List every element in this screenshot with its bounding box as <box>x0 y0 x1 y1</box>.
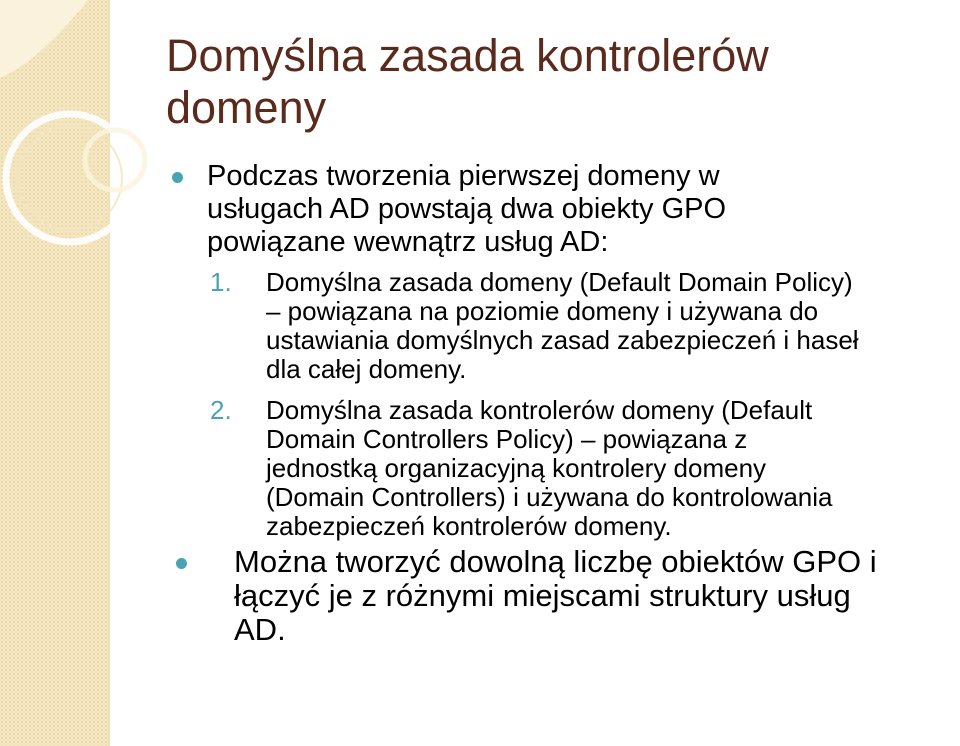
bullet-dot-icon <box>176 558 187 569</box>
bullet-text <box>234 545 877 647</box>
bullet1-line-2: usługach AD powstają dwa obiekty GPO <box>207 193 727 225</box>
item2-line-5: zabezpieczeń kontrolerów domeny. <box>266 511 672 541</box>
bullet-dot-icon <box>172 172 183 183</box>
item2-line-1: Domyślna zasada kontrolerów domeny (Default <box>266 395 813 425</box>
list-item-default-domain-controllers-policy <box>210 396 960 541</box>
title-line-2: domeny <box>166 82 327 133</box>
title-line-1: Domyślna zasada kontrolerów <box>166 30 769 81</box>
bullet2-line-1: Można tworzyć dowolną liczbę obiektów GPO i <box>234 544 877 579</box>
item1-line-1: Domyślna zasada domeny (Default Domain Policy) <box>266 267 853 297</box>
item2-line-2: Domain Controllers Policy) – powiązana z <box>266 424 748 454</box>
list-item-text <box>266 396 960 541</box>
side-band-edge <box>108 0 110 746</box>
page-title <box>166 30 926 134</box>
item2-line-3: jednostką organizacyjną kontrolery domeny <box>266 453 767 483</box>
item1-line-4: dla całej domeny. <box>266 354 467 384</box>
bullet-gpo-creation <box>172 160 872 259</box>
bullet1-line-3: powiązane wewnątrz usług AD: <box>207 226 609 258</box>
numbered-list <box>210 268 960 541</box>
list-number: 2. <box>210 395 232 425</box>
bullet2-line-2: łączyć je z różnymi miejscami struktury usług <box>234 578 851 613</box>
item1-line-2: – powiązana na poziomie domeny i używana do <box>266 296 819 326</box>
bullet-text <box>207 160 726 259</box>
bullet1-line-1: Podczas tworzenia pierwszej domeny w <box>207 160 720 192</box>
list-item-default-domain-policy <box>210 268 960 384</box>
bullet-gpo-linking <box>176 545 956 647</box>
list-item-text <box>266 268 960 384</box>
item2-line-4: (Domain Controllers) i używana do kontrolowania <box>266 482 833 512</box>
decorative-side-band <box>0 0 108 746</box>
item1-line-3: ustawiania domyślnych zasad zabezpieczeń i haseł <box>266 325 859 355</box>
bullet2-line-3: AD. <box>234 612 286 647</box>
list-number: 1. <box>210 267 232 297</box>
